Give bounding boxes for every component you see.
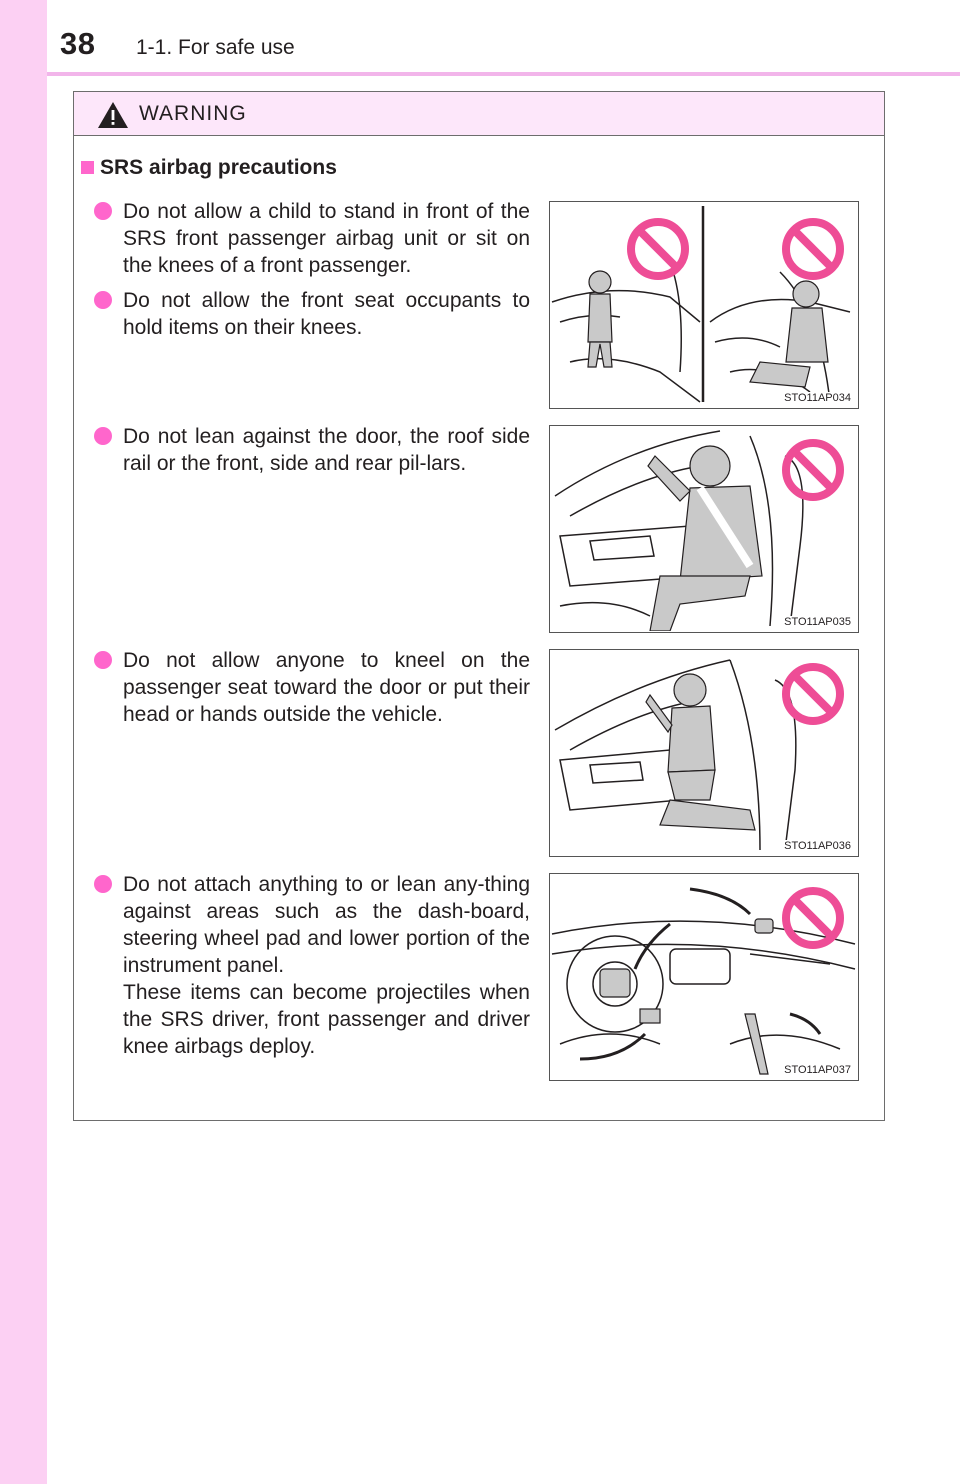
warning-item-text: Do not attach anything to or lean any-thing against areas such as the dash-board, steering wheel pad and lower portion of the instrument panel. <box>123 873 530 977</box>
figure-code: STO11AP034 <box>784 392 851 404</box>
warning-header <box>74 92 884 136</box>
illustration-child-front-seat <box>549 201 859 409</box>
illustration-kneel-seat <box>549 649 859 857</box>
warning-item <box>94 198 530 279</box>
warning-item <box>94 647 530 728</box>
warning-item-text: Do not allow the front seat occupants to hold items on their knees. <box>123 289 530 339</box>
figure-code: STO11AP036 <box>784 840 851 852</box>
subheading-text: SRS airbag precautions <box>100 156 337 179</box>
warning-item <box>94 423 530 477</box>
section-title: 1-1. For safe use <box>136 36 295 59</box>
warning-item-text: Do not allow a child to stand in front of the SRS front passenger airbag unit or sit on the knees of a front passenger. <box>123 200 530 277</box>
bullet-icon <box>94 202 112 220</box>
warning-item <box>94 287 530 341</box>
warning-triangle-icon <box>97 101 129 129</box>
figure-code: STO11AP037 <box>784 1064 851 1076</box>
bullet-icon <box>94 427 112 445</box>
page-number: 38 <box>60 26 96 61</box>
square-bullet-icon <box>81 161 94 174</box>
warning-item <box>94 871 530 1060</box>
prohibited-icon <box>626 217 690 281</box>
illustration-lean-door <box>549 425 859 633</box>
figure-code: STO11AP035 <box>784 616 851 628</box>
prohibited-icon <box>781 662 845 726</box>
warning-item-text: Do not lean against the door, the roof side rail or the front, side and rear pil-lars. <box>123 425 530 475</box>
illustration-dashboard-items <box>549 873 859 1081</box>
warning-item-text: Do not allow anyone to kneel on the passenger seat toward the door or put their head or hands outside the vehicle. <box>123 649 530 726</box>
side-color-band <box>0 0 47 1484</box>
bullet-icon <box>94 651 112 669</box>
prohibited-icon <box>781 438 845 502</box>
warning-label: WARNING <box>139 102 247 125</box>
subheading <box>81 156 337 180</box>
prohibited-icon <box>781 886 845 950</box>
bullet-icon <box>94 291 112 309</box>
header-rule <box>47 72 960 76</box>
prohibited-icon <box>781 217 845 281</box>
warning-item-text-continued: These items can become projectiles when the SRS driver, front passenger and driver knee airbags deploy. <box>123 981 530 1058</box>
warning-box <box>73 91 885 1121</box>
bullet-icon <box>94 875 112 893</box>
